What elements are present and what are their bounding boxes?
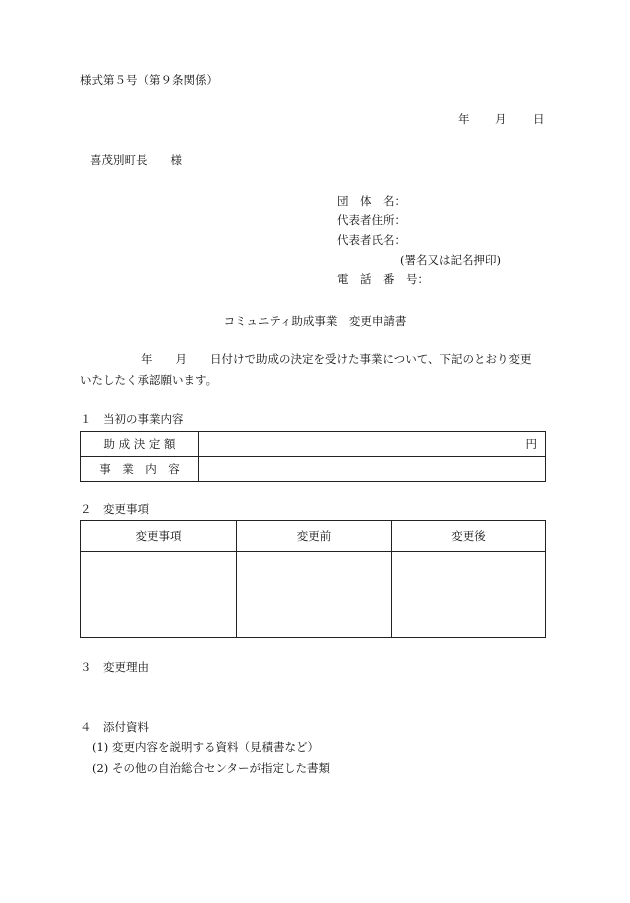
document-title: コミュニティ助成事業 変更申請書 (223, 314, 407, 328)
grant-amount-value: 円 (199, 432, 546, 457)
section-4-heading: ４ 添付資料 (80, 720, 149, 734)
project-content-value (199, 457, 546, 482)
grant-amount-label: 助 成 決 定 額 (81, 432, 199, 457)
change-item-cell (81, 552, 237, 638)
date-month-label: 月 (495, 112, 507, 126)
intro-line-2: いたしたく承認願います。 (80, 373, 218, 387)
column-header-after: 変更後 (392, 521, 546, 552)
change-items-table (80, 520, 546, 638)
section-3-heading: ３ 変更理由 (80, 660, 149, 674)
signature-note: (署名又は記名押印) (400, 253, 501, 267)
representative-address-label: 代表者住所： (337, 213, 406, 227)
date-year-label: 年 (458, 112, 470, 126)
intro-line-1: 年 月 日付けで助成の決定を受けた事業について、下記のとおり変更 (141, 352, 532, 366)
project-content-label: 事 業 内 容 (81, 457, 199, 482)
table-row (81, 457, 546, 482)
before-cell (237, 552, 392, 638)
original-content-table (80, 431, 546, 482)
column-header-change-item: 変更事項 (81, 521, 237, 552)
table-row (81, 552, 546, 638)
date-day-label: 日 (533, 112, 545, 126)
after-cell (392, 552, 546, 638)
table-row (81, 432, 546, 457)
form-number: 様式第５号（第９条関係） (80, 73, 218, 87)
table-header-row (81, 521, 546, 552)
attachment-item: (2) その他の自治総合センターが指定した書類 (92, 761, 330, 775)
addressee: 喜茂別町長 様 (90, 153, 182, 167)
representative-name-label: 代表者氏名： (337, 233, 406, 247)
section-1-heading: １ 当初の事業内容 (80, 412, 184, 426)
section-2-heading: ２ 変更事項 (80, 502, 149, 516)
group-name-label: 団 体 名： (337, 194, 406, 208)
column-header-before: 変更前 (237, 521, 392, 552)
phone-label: 電 話 番 号： (337, 272, 429, 286)
attachment-item: (1) 変更内容を説明する資料（見積書など） (92, 740, 319, 754)
